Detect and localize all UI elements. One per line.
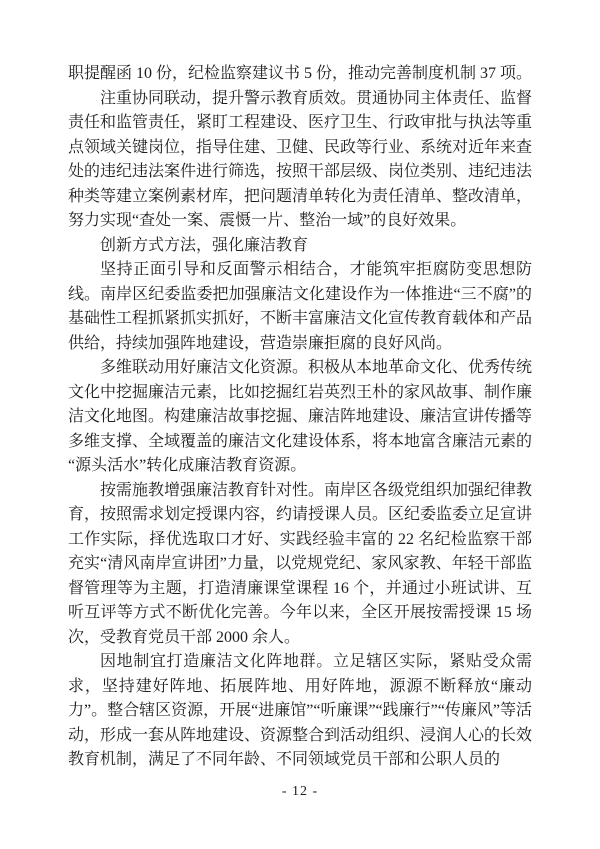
paragraph-targeted-teaching: 按需施教增强廉洁教育针对性。南岸区各级党组织加强纪律教育，按照需求划定授课内容，约请授课人员。区纪委监委立足宣讲工作实际，择优选取口才好、实践经验丰富的 22 名纪检监察干部充实“清风南岸宣讲团”力量，以党规党纪、家风家教、年轻干部监督管理等为主题，打造清廉课堂课程 16 个，并通过小班试讲、互听互评等方式不断优化完善。今年以来，全区开展按需授课 15 场次，受教育党员干部 2000 余人。	[68, 481, 533, 646]
document-body	[68, 62, 532, 773]
paragraph-culture-positions: 因地制宜打造廉洁文化阵地群。立足辖区实际，紧贴受众需求，坚持建好阵地、拓展阵地、用好阵地，源源不断释放“廉动力”。整合辖区资源，开展“进廉馆”“听廉课”“践廉行”“传廉风”等活动，形成一套从阵地建设、资源整合到活动组织、浸润人心的长效教育机制，满足了不同年龄、不同领域党员干部和公职人员的	[68, 653, 533, 768]
paragraph-positive-guidance: 坚持正面引导和反面警示相结合，才能筑牢拒腐防变思想防线。南岸区纪委监委把加强廉洁文化建设作为一体推进“三不腐”的基础性工程抓紧抓实抓好，不断丰富廉洁文化宣传教育载体和产品供给，持续加强阵地建设，营造崇廉拒腐的良好风尚。	[68, 261, 533, 352]
paragraph-continuation: 职提醒函 10 份，纪检监察建议书 5 份，推动完善制度机制 37 项。	[68, 65, 533, 82]
page-number: - 12 -	[281, 784, 319, 799]
section-heading-integrity-education: 创新方式方法，强化廉洁教育	[100, 236, 309, 254]
paragraph-culture-resources: 多维联动用好廉洁文化资源。积极从本地革命文化、优秀传统文化中挖掘廉洁元素，比如挖掘红岩英烈王朴的家风故事、制作廉洁文化地图。构建廉洁故事挖掘、廉洁阵地建设、廉洁宣讲传播等多维支撑、全域覆盖的廉洁文化建设体系，将本地富含廉洁元素的“源头活水”转化成廉洁教育资源。	[68, 359, 533, 474]
paragraph-coordinated-warning-education: 注重协同联动，提升警示教育质效。贯通协同主体责任、监督责任和监管责任，紧盯工程建设、医疗卫生、行政审批与执法等重点领域关键岗位，指导住建、卫健、民政等行业、系统对近年来查处的违纪违法案件进行筛选，按照干部层级、岗位类别、违纪违法种类等建立案例素材库，把问题清单转化为责任清单、整改清单，努力实现“查处一案、震慑一片、整治一域”的良好效果。	[68, 89, 533, 229]
